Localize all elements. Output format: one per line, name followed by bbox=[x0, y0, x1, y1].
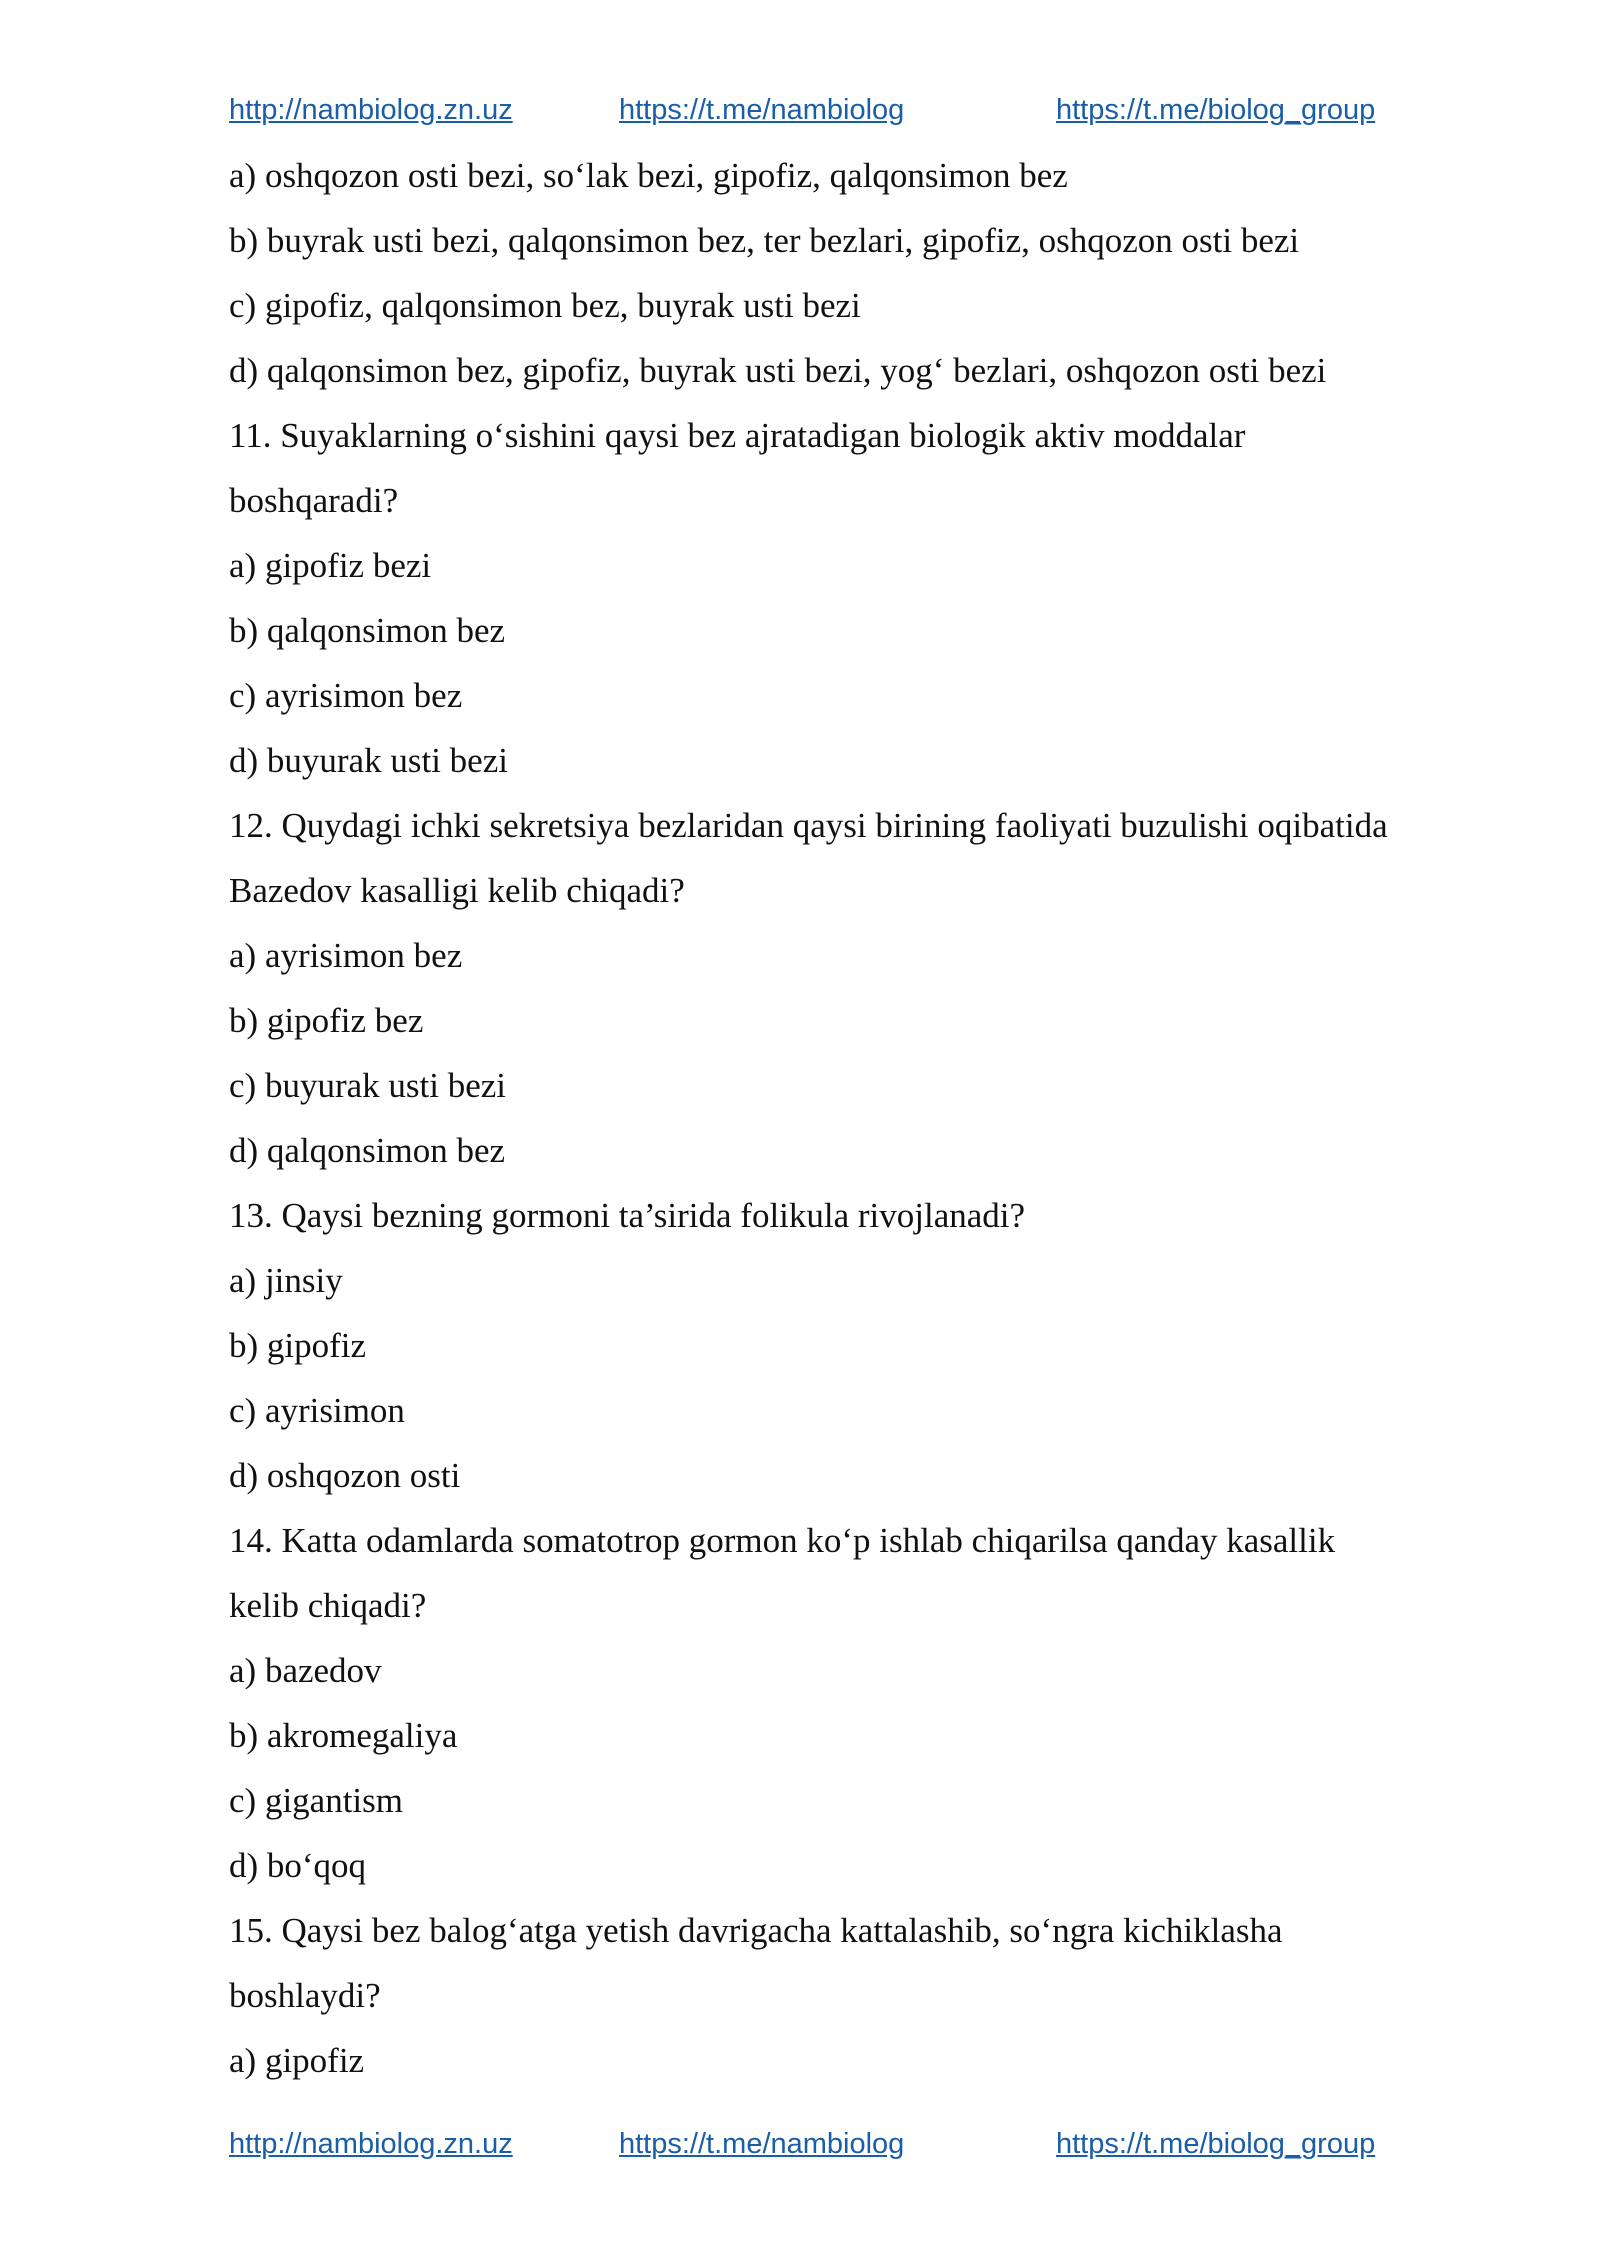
answer-option: d) oshqozon osti bbox=[229, 1456, 461, 1495]
answer-option: b) akromegaliya bbox=[229, 1716, 458, 1755]
footer-telegram-channel-link[interactable]: https://t.me/nambiolog bbox=[619, 2128, 905, 2160]
answer-option: d) qalqonsimon bez bbox=[229, 1131, 506, 1170]
answer-option: b) qalqonsimon bez bbox=[229, 611, 506, 650]
answer-option: a) oshqozon osti bezi, so‘lak bezi, gipofiz, qalqonsimon bez bbox=[229, 156, 1068, 195]
answer-option: c) gigantism bbox=[229, 1781, 403, 1820]
header-telegram-channel-link[interactable]: https://t.me/nambiolog bbox=[619, 94, 905, 126]
question-text: boshqaradi? bbox=[229, 481, 399, 520]
answer-option: d) bo‘qoq bbox=[229, 1846, 367, 1885]
header-site-link[interactable]: http://nambiolog.zn.uz bbox=[229, 94, 513, 126]
page-header bbox=[229, 94, 1409, 134]
question-text: 15. Qaysi bez balog‘atga yetish davrigacha kattalashib, so‘ngra kichiklasha bbox=[229, 1911, 1283, 1950]
footer-site-link[interactable]: http://nambiolog.zn.uz bbox=[229, 2128, 513, 2160]
answer-option: b) gipofiz bbox=[229, 1326, 367, 1365]
page-footer bbox=[229, 2128, 1409, 2168]
question-text: 11. Suyaklarning o‘sishini qaysi bez ajratadigan biologik aktiv moddalar bbox=[229, 416, 1246, 455]
answer-option: b) buyrak usti bezi, qalqonsimon bez, ter bezlari, gipofiz, oshqozon osti bezi bbox=[229, 221, 1300, 260]
question-text: boshlaydi? bbox=[229, 1976, 381, 2015]
document-body bbox=[229, 150, 1479, 2100]
answer-option: c) ayrisimon bbox=[229, 1391, 405, 1430]
answer-option: d) buyurak usti bezi bbox=[229, 741, 508, 780]
answer-option: a) gipofiz bezi bbox=[229, 546, 432, 585]
header-telegram-group-link[interactable]: https://t.me/biolog_group bbox=[1056, 94, 1376, 126]
answer-option: a) ayrisimon bez bbox=[229, 936, 463, 975]
question-text: kelib chiqadi? bbox=[229, 1586, 427, 1625]
question-text: 14. Katta odamlarda somatotrop gormon ko‘p ishlab chiqarilsa qanday kasallik bbox=[229, 1521, 1336, 1560]
answer-option: a) jinsiy bbox=[229, 1261, 343, 1300]
answer-option: d) qalqonsimon bez, gipofiz, buyrak usti bezi, yog‘ bezlari, oshqozon osti bezi bbox=[229, 351, 1327, 390]
answer-option: a) gipofiz bbox=[229, 2041, 365, 2080]
answer-option: b) gipofiz bez bbox=[229, 1001, 424, 1040]
answer-option: c) ayrisimon bez bbox=[229, 676, 463, 715]
question-text: 13. Qaysi bezning gormoni ta’sirida folikula rivojlanadi? bbox=[229, 1196, 1026, 1235]
footer-telegram-group-link[interactable]: https://t.me/biolog_group bbox=[1056, 2128, 1376, 2160]
answer-option: c) buyurak usti bezi bbox=[229, 1066, 506, 1105]
answer-option: c) gipofiz, qalqonsimon bez, buyrak usti bezi bbox=[229, 286, 861, 325]
question-text: 12. Quydagi ichki sekretsiya bezlaridan qaysi birining faoliyati buzulishi oqibatida bbox=[229, 806, 1388, 845]
answer-option: a) bazedov bbox=[229, 1651, 382, 1690]
question-text: Bazedov kasalligi kelib chiqadi? bbox=[229, 871, 685, 910]
